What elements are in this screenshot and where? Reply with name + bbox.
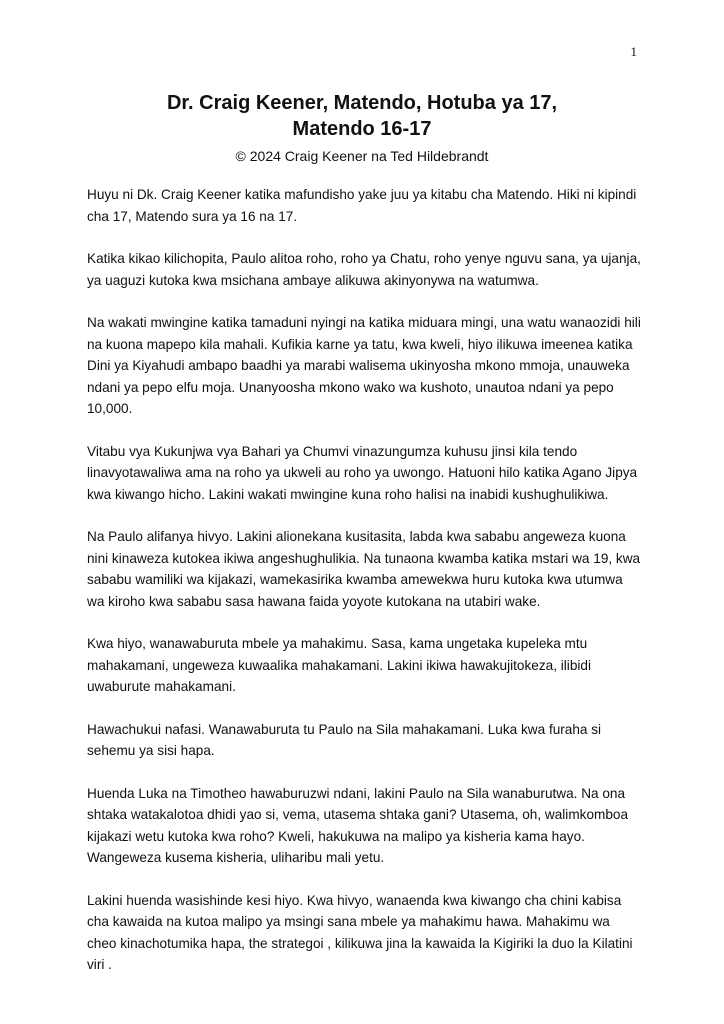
document-title-line-2: Matendo 16-17 [292,118,432,140]
paragraph: Na wakati mwingine katika tamaduni nyingi na katika miduara mingi, una watu wanaozidi hili na kuona mapepo kila mahali. Kufikia karne ya tatu, kwa kweli, hiyo ilikuwa imeenea katika Dini ya Kiyahudi ambapo baadhi ya marabi walisema ukinyosha mkono mmoja, unauweka ndani ya pepo elfu moja. Unanyoosha mkono wako wa kushoto, unautoa ndani ya pepo 10,000. [87,315,641,416]
document-header [0,90,724,166]
paragraph: Huyu ni Dk. Craig Keener katika mafundisho yake juu ya kitabu cha Matendo. Hiki ni kipindi cha 17, Matendo sura ya 16 na 17. [87,187,637,224]
paragraph: Vitabu vya Kukunjwa vya Bahari ya Chumvi vinazungumza kuhusu jinsi kila tendo linavyotawaliwa ama na roho ya ukweli au roho ya uwongo. Hatuoni hilo katika Agano Jipya kwa kiwango hicho. Lakini wakati mwingine kuna roho halisi na inabidi kushughulikiwa. [87,443,638,502]
paragraph: Hawachukui nafasi. Wanawaburuta tu Paulo na Sila mahakamani. Luka kwa furaha si sehemu ya sisi hapa. [87,721,602,758]
paragraph: Lakini huenda wasishinde kesi hiyo. Kwa hivyo, wanaenda kwa kiwango cha chini kabisa cha kawaida na kutoa malipo ya msingi sana mbele ya mahakimu hawa. Mahakimu wa cheo kinachotumika hapa, the strategoi , kilikuwa jina la kawaida la Kigiriki la duo la Kilatini viri . [87,892,633,972]
paragraph: Huenda Luka na Timotheo hawaburuzwi ndani, lakini Paulo na Sila wanaburutwa. Na ona shtaka watakalotoa dhidi yao si, vema, utasema shtaka gani? Utasema, oh, walimkomboa kijakazi wetu kutoka kwa roho? Kweli, hakukuwa na malipo ya kisheria kama hayo. Wangeweza kusema kisheria, uliharibu mali yetu. [87,785,629,865]
page-number: 1 [630,44,637,59]
paragraph: Katika kikao kilichopita, Paulo alitoa roho, roho ya Chatu, roho yenye nguvu sana, ya ujanja, ya uaguzi kutoka kwa msichana ambaye alikuwa akinyonywa na watumwa. [87,251,641,288]
document-title-line-1: Dr. Craig Keener, Matendo, Hotuba ya 17, [166,92,558,114]
paragraph: Na Paulo alifanya hivyo. Lakini alionekana kusitasita, labda kwa sababu angeweza kuona nini kinaweza kutokea ikiwa angeshughulikia. Na tunaona kwamba katika mstari wa 19, kwa sababu wamiliki wa kijakazi, wamekasirika kwamba amewekwa huru kutoka kwa utumwa wa kiroho kwa sababu sasa hawana faida yoyote kutokana na utabiri wake. [87,529,641,609]
document-body [87,184,643,997]
copyright-notice: © 2024 Craig Keener na Ted Hildebrandt [235,148,489,164]
paragraph: Kwa hiyo, wanawaburuta mbele ya mahakimu. Sasa, kama ungetaka kupeleka mtu mahakamani, ungeweza kuwaalika mahakamani. Lakini ikiwa hawakujitokeza, ilibidi uwaburute mahakamani. [87,636,591,694]
